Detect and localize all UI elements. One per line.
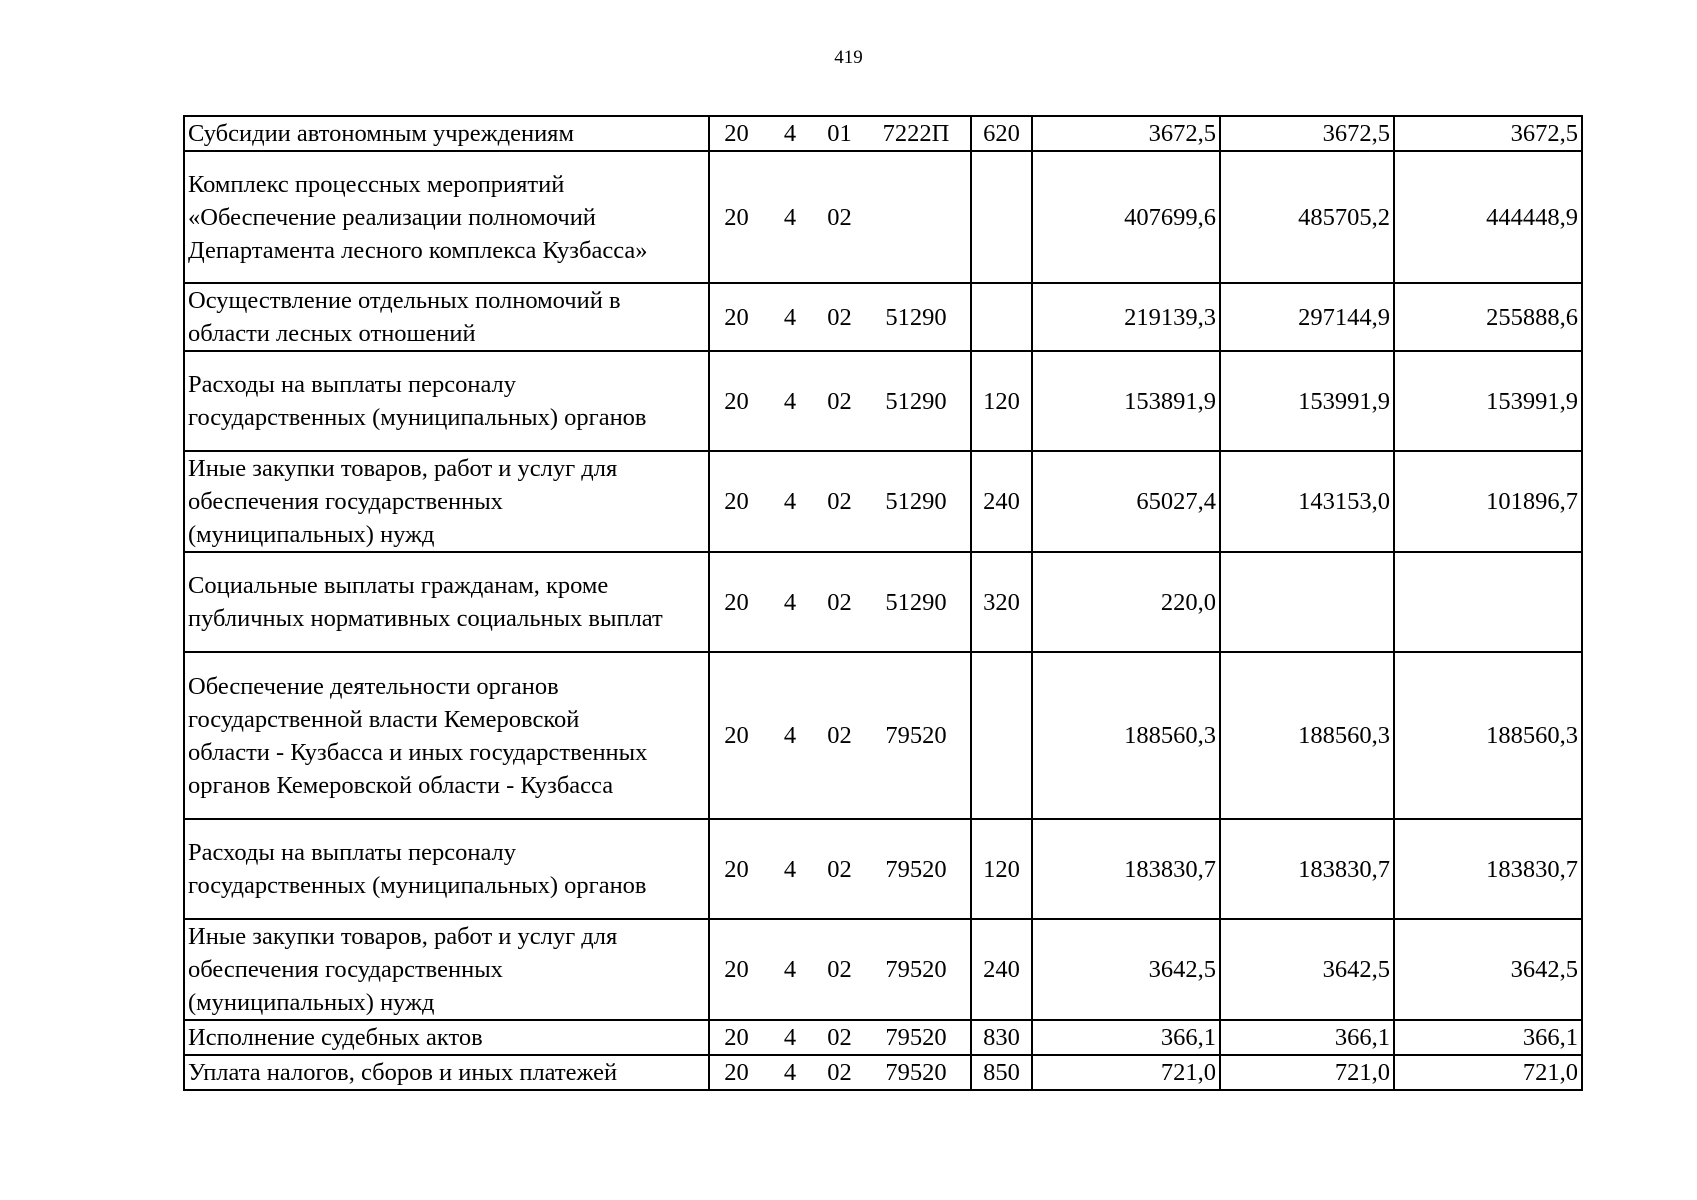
item-name-cell [184,919,709,1020]
expense-type-cell: 830 [971,1020,1032,1055]
item-name-line: Исполнение судебных актов [188,1024,483,1051]
code-section-cell: 20 [709,652,763,819]
code-program-cell: 02 [817,652,862,819]
code-program-cell: 02 [817,1055,862,1090]
amount-cell-2: 721,0 [1220,1055,1394,1090]
table-row [184,652,1582,819]
item-name-line: Расходы на выплаты персоналу [188,371,517,398]
code-subsection-cell: 4 [763,283,817,351]
code-section-cell: 20 [709,919,763,1020]
item-name-cell [184,652,709,819]
amount-cell-3: 153991,9 [1394,351,1582,451]
amount-cell-1: 3642,5 [1032,919,1220,1020]
code-subsection-cell: 4 [763,819,817,919]
code-program-cell: 02 [817,919,862,1020]
table-row [184,151,1582,283]
amount-cell-1: 183830,7 [1032,819,1220,919]
item-name-cell [184,1020,709,1055]
code-subsection-cell: 4 [763,116,817,151]
item-name-line: обеспечения государственных [188,956,503,983]
expense-type-cell: 240 [971,451,1032,552]
amount-cell-1: 65027,4 [1032,451,1220,552]
item-name-line: Социальные выплаты гражданам, кроме [188,572,609,599]
amount-cell-2: 3642,5 [1220,919,1394,1020]
amount-cell-3: 444448,9 [1394,151,1582,283]
code-subsection-cell: 4 [763,1055,817,1090]
table-row [184,451,1582,552]
item-name-line: обеспечения государственных [188,488,503,515]
code-program-cell: 02 [817,151,862,283]
item-name-cell [184,116,709,151]
amount-cell-2: 297144,9 [1220,283,1394,351]
code-subsection-cell: 4 [763,652,817,819]
amount-cell-1: 188560,3 [1032,652,1220,819]
item-name-cell [184,552,709,652]
code-direction-cell: 79520 [862,652,971,819]
amount-cell-1: 220,0 [1032,552,1220,652]
code-subsection-cell: 4 [763,1020,817,1055]
table-row [184,1055,1582,1090]
expense-type-cell [971,283,1032,351]
item-name-line: Иные закупки товаров, работ и услуг для [188,923,618,950]
expense-type-cell [971,652,1032,819]
item-name-line: государственных (муниципальных) органов [188,872,647,899]
code-section-cell: 20 [709,451,763,552]
code-direction-cell: 51290 [862,451,971,552]
item-name-line: области лесных отношений [188,320,476,347]
code-subsection-cell: 4 [763,151,817,283]
expense-type-cell: 120 [971,819,1032,919]
code-subsection-cell: 4 [763,451,817,552]
amount-cell-2: 183830,7 [1220,819,1394,919]
amount-cell-3: 366,1 [1394,1020,1582,1055]
page-number: 419 [834,47,863,68]
amount-cell-2: 188560,3 [1220,652,1394,819]
code-section-cell: 20 [709,151,763,283]
code-direction-cell: 79520 [862,819,971,919]
amount-cell-3: 721,0 [1394,1055,1582,1090]
item-name-cell [184,451,709,552]
expense-type-cell: 120 [971,351,1032,451]
code-program-cell: 01 [817,116,862,151]
code-direction-cell: 51290 [862,552,971,652]
table-row [184,116,1582,151]
item-name-line: Иные закупки товаров, работ и услуг для [188,455,618,482]
code-section-cell: 20 [709,552,763,652]
code-section-cell: 20 [709,283,763,351]
item-name-line: Уплата налогов, сборов и иных платежей [188,1059,618,1086]
item-name-line: «Обеспечение реализации полномочий [188,203,596,231]
code-program-cell: 02 [817,1020,862,1055]
item-name-line: органов Кемеровской области - Кузбасса [188,771,614,799]
code-direction-cell: 7222П [862,116,971,151]
item-name-line: государственных (муниципальных) органов [188,404,647,431]
code-direction-cell: 79520 [862,1055,971,1090]
amount-cell-3: 101896,7 [1394,451,1582,552]
code-program-cell: 02 [817,819,862,919]
table-row [184,552,1582,652]
code-section-cell: 20 [709,1020,763,1055]
item-name-line: Обеспечение деятельности органов [188,672,559,700]
amount-cell-2: 485705,2 [1220,151,1394,283]
amount-cell-3: 183830,7 [1394,819,1582,919]
code-program-cell: 02 [817,451,862,552]
amount-cell-1: 721,0 [1032,1055,1220,1090]
code-direction-cell: 79520 [862,1020,971,1055]
amount-cell-2 [1220,552,1394,652]
code-program-cell: 02 [817,351,862,451]
code-section-cell: 20 [709,819,763,919]
amount-cell-2: 3672,5 [1220,116,1394,151]
item-name-line: Осуществление отдельных полномочий в [188,287,621,314]
amount-cell-1: 153891,9 [1032,351,1220,451]
code-direction-cell: 51290 [862,351,971,451]
amount-cell-3 [1394,552,1582,652]
table-row [184,351,1582,451]
expense-type-cell: 850 [971,1055,1032,1090]
code-direction-cell: 51290 [862,283,971,351]
item-name-line: Департамента лесного комплекса Кузбасса» [188,236,648,264]
item-name-line: Комплекс процессных мероприятий [188,170,565,198]
code-subsection-cell: 4 [763,351,817,451]
amount-cell-2: 153991,9 [1220,351,1394,451]
code-direction-cell [862,151,971,283]
item-name-cell [184,351,709,451]
amount-cell-3: 255888,6 [1394,283,1582,351]
expense-type-cell [971,151,1032,283]
amount-cell-1: 366,1 [1032,1020,1220,1055]
amount-cell-2: 366,1 [1220,1020,1394,1055]
code-subsection-cell: 4 [763,919,817,1020]
code-program-cell: 02 [817,552,862,652]
code-subsection-cell: 4 [763,552,817,652]
code-section-cell: 20 [709,351,763,451]
code-direction-cell: 79520 [862,919,971,1020]
item-name-cell [184,1055,709,1090]
item-name-line: (муниципальных) нужд [188,989,435,1016]
amount-cell-1: 407699,6 [1032,151,1220,283]
table-row [184,1020,1582,1055]
item-name-cell [184,819,709,919]
expense-type-cell: 240 [971,919,1032,1020]
item-name-line: (муниципальных) нужд [188,521,435,548]
item-name-line: области - Кузбасса и иных государственных [188,738,648,766]
code-section-cell: 20 [709,116,763,151]
item-name-cell [184,151,709,283]
table-row [184,283,1582,351]
amount-cell-2: 143153,0 [1220,451,1394,552]
table-row [184,919,1582,1020]
amount-cell-1: 3672,5 [1032,116,1220,151]
item-name-line: Субсидии автономным учреждениям [188,120,574,147]
amount-cell-1: 219139,3 [1032,283,1220,351]
expense-type-cell: 620 [971,116,1032,151]
amount-cell-3: 3642,5 [1394,919,1582,1020]
code-program-cell: 02 [817,283,862,351]
budget-table [183,115,1583,1091]
expense-type-cell: 320 [971,552,1032,652]
item-name-cell [184,283,709,351]
amount-cell-3: 3672,5 [1394,116,1582,151]
code-section-cell: 20 [709,1055,763,1090]
item-name-line: Расходы на выплаты персоналу [188,839,517,866]
item-name-line: государственной власти Кемеровской [188,705,580,733]
table-row [184,819,1582,919]
amount-cell-3: 188560,3 [1394,652,1582,819]
item-name-line: публичных нормативных социальных выплат [188,605,663,632]
